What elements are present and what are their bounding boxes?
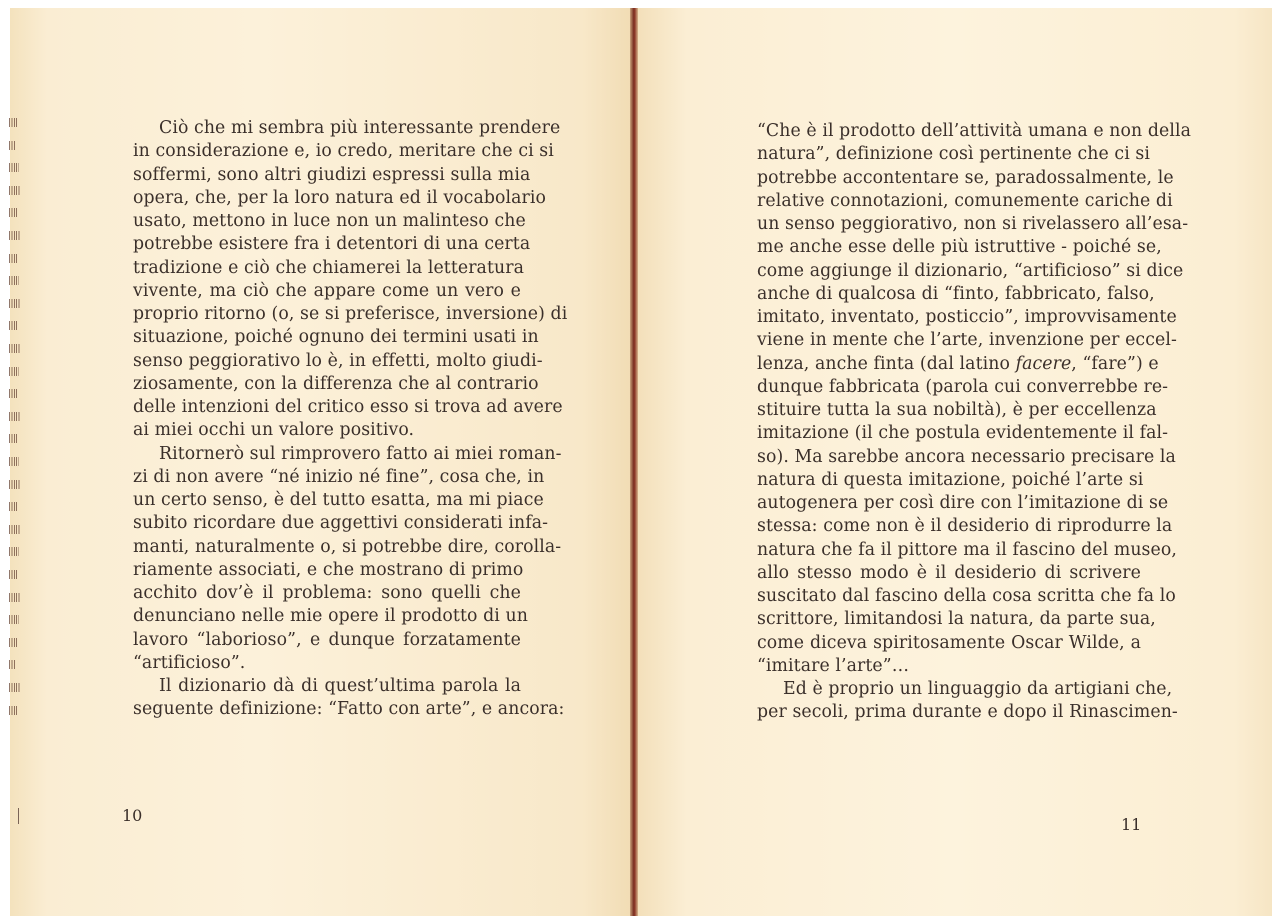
- text-line: natura di questa imitazione, poiché l’arte si: [757, 469, 1144, 490]
- edge-mark: [9, 502, 18, 511]
- text-line: Ciò che mi sembra più interessante prendere: [159, 118, 561, 138]
- text-line: natura”, definizione così pertinente che ci si: [757, 144, 1151, 165]
- text-line: stessa: come non è il desiderio di riprodurre la: [757, 516, 1173, 537]
- edge-mark: [9, 141, 16, 150]
- text-line: un senso peggiorativo, non si rivelassero all’esa-: [757, 214, 1189, 234]
- left-page-text: [133, 117, 568, 722]
- text-line: potrebbe accontentare se, paradossalmente, le: [757, 167, 1174, 188]
- text-line: ziosamente, con la differenza che al contrario: [133, 373, 539, 394]
- text-line: senso peggiorativo lo è, in effetti, molto giudi-: [133, 350, 543, 371]
- text-line: me anche esse delle più istruttive - poiché se,: [757, 237, 1162, 258]
- book-spine: [630, 8, 638, 916]
- edge-mark: [9, 457, 19, 466]
- text-line: per secoli, prima durante e dopo il Rinascimen-: [757, 702, 1178, 723]
- text-segment: , “fare”) e: [1071, 353, 1159, 374]
- text-line: natura che fa il pittore ma il fascino del museo,: [757, 539, 1177, 560]
- edge-mark: [9, 254, 18, 263]
- text-line: stituire tutta la sua nobiltà), è per eccellenza: [757, 400, 1157, 420]
- text-line: relative connotazioni, comunemente cariche di: [757, 190, 1173, 211]
- edge-mark: [9, 344, 21, 353]
- edge-mark: [9, 321, 18, 330]
- text-line: potrebbe esistere fra i detentori di una certa: [133, 234, 531, 255]
- text-line: ai miei occhi un valore positivo.: [133, 420, 415, 441]
- page-number-left: 10: [122, 806, 143, 825]
- edge-mark: [9, 367, 19, 376]
- edge-mark: [9, 389, 17, 398]
- text-line-mixed: [757, 353, 1159, 376]
- edge-mark: [9, 118, 18, 127]
- edge-mark: [9, 186, 20, 195]
- text-line: imitazione (il che postula evidentemente il fal-: [757, 423, 1169, 444]
- text-line: vivente, ma ciò che appare come un vero e: [133, 280, 521, 301]
- edge-mark: [9, 706, 18, 715]
- text-line: anche di qualcosa di “finto, fabbricato, falso,: [757, 283, 1155, 304]
- text-line: proprio ritorno (o, se si preferisce, inversione) di: [133, 304, 568, 324]
- edge-mark: [9, 570, 17, 579]
- text-line: viene in mente che l’arte, invenzione per eccel-: [757, 330, 1177, 351]
- text-line: opera, che, per la loro natura ed il vocabolario: [133, 187, 547, 208]
- text-line: “imitare l’arte”…: [757, 655, 910, 676]
- edge-mark: [9, 547, 19, 556]
- edge-mark: [9, 208, 17, 217]
- text-line: seguente definizione: “Fatto con arte”, e ancora:: [133, 699, 565, 720]
- page-edge-tick: [18, 808, 19, 824]
- text-line: usato, mettono in luce non un malinteso che: [133, 211, 526, 231]
- text-line: denunciano nelle mie opere il prodotto di un: [133, 606, 528, 627]
- edge-mark: [9, 163, 19, 172]
- text-line: lavoro “laborioso”, e dunque forzatamente: [133, 629, 521, 650]
- text-line: suscitato dal fascino della cosa scritta che fa lo: [757, 586, 1176, 606]
- text-line: Ritornerò sul rimprovero fatto ai miei roman-: [159, 443, 562, 464]
- edge-mark: [9, 593, 21, 602]
- edge-mark: [9, 480, 21, 489]
- edge-mark: [9, 231, 21, 240]
- text-line: scrittore, limitandosi la natura, da parte sua,: [757, 609, 1156, 630]
- edge-mark: [9, 525, 20, 534]
- text-line: tradizione e ciò che chiamerei la letteratura: [133, 257, 524, 278]
- edge-mark: [9, 638, 18, 647]
- text-line: allo stesso modo è il desiderio di scrivere: [757, 562, 1141, 583]
- edge-mark: [9, 276, 19, 285]
- text-line: autogenera per così dire con l’imitazione di se: [757, 493, 1169, 513]
- text-line: manti, naturalmente o, si potrebbe dire, corolla-: [133, 536, 562, 557]
- edge-mark: [9, 412, 20, 421]
- page-number-right: 11: [1121, 815, 1142, 834]
- page-edge-marks: [9, 118, 23, 718]
- text-line: un certo senso, è del tutto esatta, ma mi piace: [133, 490, 544, 510]
- text-line: Ed è proprio un linguaggio da artigiani che,: [783, 679, 1173, 699]
- text-line: “Che è il prodotto dell’attività umana e non della: [757, 121, 1192, 141]
- text-line: dunque fabbricata (parola cui converrebbe re-: [757, 376, 1169, 397]
- text-line: imitato, inventato, posticcio”, improvvisamente: [757, 307, 1177, 327]
- text-line: come diceva spiritosamente Oscar Wilde, a: [757, 632, 1141, 653]
- text-line: so). Ma sarebbe ancora necessario precisare la: [757, 446, 1176, 467]
- text-line: “artificioso”.: [133, 652, 246, 673]
- text-line: situazione, poiché ognuno dei termini usati in: [133, 327, 539, 348]
- italic-word: facere: [1015, 353, 1072, 374]
- right-page-text: [757, 120, 1192, 725]
- text-line: zi di non avere “né inizio né fine”, cosa che, in: [133, 466, 545, 487]
- edge-mark: [9, 660, 16, 669]
- edge-mark: [9, 434, 18, 443]
- edge-mark: [9, 299, 20, 308]
- text-line: subito ricordare due aggettivi considerati infa-: [133, 513, 549, 534]
- text-line: in considerazione e, io credo, meritare che ci si: [133, 141, 554, 162]
- edge-mark: [9, 683, 20, 692]
- text-line: delle intenzioni del critico esso si trova ad avere: [133, 397, 563, 417]
- text-segment: lenza, anche finta (dal latino: [757, 353, 1016, 374]
- text-line: acchito dov’è il problema: sono quelli che: [133, 583, 521, 603]
- text-line: riamente associati, e che mostrano di primo: [133, 559, 524, 580]
- text-line: Il dizionario dà di quest’ultima parola la: [159, 676, 521, 696]
- edge-mark: [9, 615, 19, 624]
- text-line: soffermi, sono altri giudizi espressi sulla mia: [133, 164, 531, 185]
- text-line: come aggiunge il dizionario, “artificioso” si dice: [757, 260, 1184, 281]
